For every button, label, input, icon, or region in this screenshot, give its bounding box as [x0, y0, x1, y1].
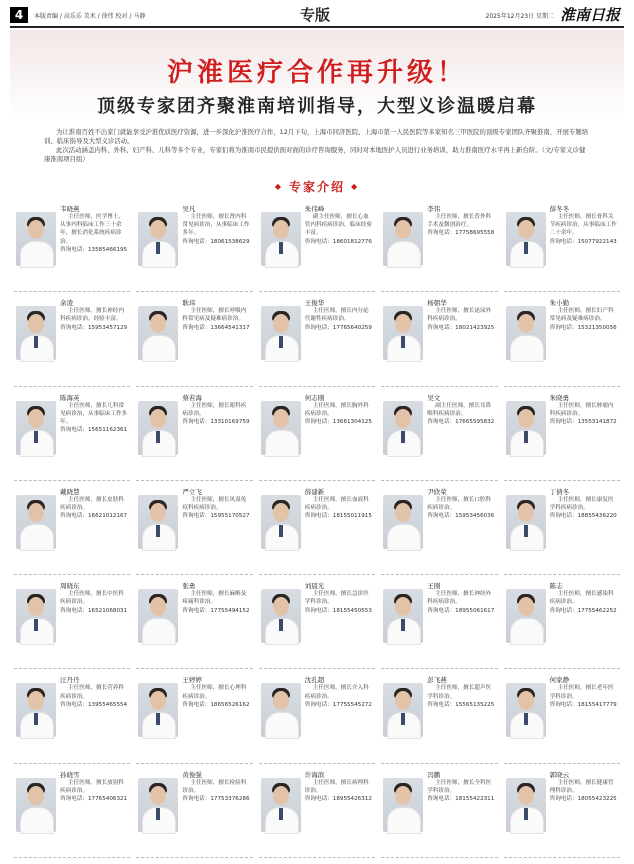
- expert-photo: [261, 778, 301, 832]
- expert-phone: 咨询电话：18021423925: [427, 324, 495, 331]
- expert-phone: 咨询电话：13955465554: [60, 701, 128, 708]
- head-shape: [28, 503, 44, 522]
- expert-card: [14, 292, 130, 386]
- expert-photo: [383, 212, 423, 266]
- expert-bio: 主任医师，擅长老年医学科诊治。: [549, 685, 614, 700]
- expert-bio: 主任医师，擅长康复医学科疾病诊治。: [549, 496, 614, 512]
- expert-bio: 副主任医师，擅长心血管内科疾病诊治，临床经验丰富。: [304, 214, 372, 237]
- intro-paragraph: 为让淮南百姓不出家门就能享受沪淮优质医疗资源，进一步深化沪淮医疗合作，12月下旬，上海市同济医院、上海市第一人民医院等多家知名三甲医院的顶级专家团队齐聚淮南，开展专题培训、临床指导及大型义诊活动。: [44, 128, 589, 145]
- expert-photo: [506, 778, 546, 832]
- expert-photo: [138, 401, 178, 455]
- expert-phone: 咨询电话：18155011915: [304, 513, 372, 520]
- expert-name: 薛冬冬: [549, 205, 570, 213]
- expert-card: [259, 481, 375, 575]
- expert-photo: [16, 306, 56, 360]
- expert-bio: 主任医师，擅长急诊医学科诊治。: [304, 591, 369, 606]
- head-shape: [150, 786, 166, 805]
- tie-shape: [524, 431, 528, 443]
- expert-card: [381, 669, 497, 763]
- expert-phone: 咨询电话：16521068031: [60, 607, 128, 614]
- tie-shape: [401, 431, 405, 443]
- white-coat-shape: [20, 807, 54, 834]
- tie-shape: [34, 336, 38, 348]
- expert-description: [550, 779, 619, 804]
- expert-card: [504, 575, 620, 669]
- expert-description: [427, 402, 496, 427]
- tie-shape: [401, 336, 405, 348]
- head-shape: [28, 786, 44, 805]
- expert-name: 陈海英: [60, 393, 80, 402]
- tie-shape: [34, 713, 38, 725]
- expert-phone: 咨询电话：17753376286: [182, 796, 250, 803]
- head-shape: [518, 220, 534, 239]
- expert-photo: [383, 778, 423, 832]
- expert-photo: [261, 683, 301, 737]
- head-shape: [28, 409, 44, 428]
- section-heading-text: 专家介绍: [288, 180, 345, 194]
- expert-bio: 主任医师，擅长超声医学科诊治。: [427, 685, 492, 700]
- expert-description: [60, 307, 129, 332]
- head-shape: [518, 786, 534, 805]
- expert-description: [182, 684, 251, 709]
- intro-paragraph: 此次活动涵盖内科、外科、妇产科、儿科等多个专业，专家们将为淮南市民提供面对面的诊疗咨询服务，同时对本地医护人员进行业务培训，助力淮南医疗水平再上新台阶。（文/专家义诊健康淮南项目组）: [44, 146, 586, 163]
- expert-photo: [16, 683, 56, 737]
- head-shape: [518, 503, 534, 522]
- expert-description: [182, 307, 251, 332]
- white-coat-shape: [387, 524, 421, 551]
- editor-credits: 本版责编 / 高乐乐 美术 / 徐伟 校对 / 马静: [34, 12, 146, 20]
- head-shape: [273, 691, 289, 710]
- head-shape: [273, 220, 289, 239]
- subheadline: 顶级专家团齐聚淮南培训指导，大型义诊温暖启幕: [97, 96, 537, 117]
- expert-card: [14, 387, 130, 481]
- expert-description: [305, 402, 374, 427]
- headline-banner: [10, 30, 624, 120]
- expert-bio: 主任医师，擅长病理科诊治。: [304, 779, 369, 794]
- expert-card: [381, 575, 497, 669]
- head-shape: [518, 409, 534, 428]
- expert-bio: 主任医师，擅长麻醉及疼痛科诊治。: [182, 591, 247, 606]
- header-rule: [10, 26, 624, 28]
- section-heading: [0, 178, 634, 195]
- newspaper-logo: 淮南日报: [559, 6, 620, 24]
- expert-photo: [383, 495, 423, 549]
- expert-name: 戴晓慧: [60, 487, 80, 496]
- expert-card: [381, 292, 497, 386]
- expert-description: [60, 590, 129, 615]
- expert-bio: 主任医师，擅长胸外科疾病诊治。: [304, 402, 369, 417]
- expert-card: [381, 198, 497, 292]
- expert-card: [136, 575, 252, 669]
- expert-description: [305, 213, 374, 246]
- expert-card: [504, 764, 620, 858]
- expert-card: [381, 481, 497, 575]
- expert-photo: [383, 589, 423, 643]
- expert-phone: 咨询电话：15077922143: [549, 238, 617, 245]
- tie-shape: [279, 336, 283, 348]
- expert-bio: 主任医师，擅长感染科疾病诊治。: [549, 591, 614, 606]
- expert-bio: 主任医师，擅长内分泌代谢性疾病诊治。: [304, 308, 369, 323]
- expert-phone: 咨询电话：18155417779: [549, 701, 617, 708]
- tie-shape: [34, 431, 38, 443]
- white-coat-shape: [20, 241, 54, 268]
- expert-name: 余凌: [60, 299, 73, 308]
- tie-shape: [279, 242, 283, 254]
- head-shape: [273, 503, 289, 522]
- tie-shape: [401, 619, 405, 631]
- expert-photo: [506, 212, 546, 266]
- expert-name: 吴文: [427, 393, 441, 402]
- head-shape: [150, 691, 166, 710]
- expert-bio: 主任医师，擅长神经内科疾病诊治，经验丰富。: [60, 308, 124, 323]
- tie-shape: [156, 525, 160, 537]
- expert-name: 汪丹丹: [60, 676, 80, 685]
- expert-bio: 主任医师，擅长儿科常见病诊治，从事临床工作多年。: [60, 402, 128, 425]
- expert-card: [14, 198, 130, 292]
- expert-bio: 主任医师，擅长血液科疾病诊治。: [304, 496, 369, 512]
- expert-phone: 咨询电话：15955170527: [182, 513, 250, 520]
- expert-name: 尹欣荣: [427, 487, 447, 496]
- head-shape: [273, 314, 289, 333]
- expert-card: [381, 764, 497, 858]
- expert-photo: [506, 401, 546, 455]
- expert-name: 薛建新: [304, 487, 325, 496]
- expert-phone: 咨询电话：18955061617: [427, 607, 495, 614]
- expert-card: [259, 669, 375, 763]
- expert-phone: 咨询电话：17758695558: [427, 230, 495, 237]
- tie-shape: [279, 525, 283, 537]
- expert-description: [182, 402, 251, 427]
- head-shape: [395, 786, 411, 805]
- expert-card: [136, 198, 252, 292]
- expert-name: 彭飞燕: [427, 676, 447, 685]
- white-coat-shape: [265, 712, 299, 739]
- expert-grid: [14, 198, 620, 858]
- expert-photo: [261, 306, 301, 360]
- head-shape: [395, 503, 411, 522]
- expert-card: [259, 575, 375, 669]
- expert-description: [305, 779, 374, 804]
- diamond-icon: ◆: [351, 182, 360, 191]
- issue-date: 2025年12月23日 星期二: [485, 13, 554, 20]
- expert-card: [504, 387, 620, 481]
- tie-shape: [524, 713, 528, 725]
- tie-shape: [524, 808, 528, 820]
- expert-phone: 咨询电话：17765640259: [304, 324, 372, 331]
- expert-card: [504, 198, 620, 292]
- expert-photo: [16, 401, 56, 455]
- head-shape: [150, 409, 166, 428]
- expert-description: [550, 496, 619, 521]
- expert-phone: 咨询电话：18855436220: [549, 513, 617, 520]
- expert-photo: [261, 495, 301, 549]
- expert-description: [60, 213, 129, 254]
- head-shape: [395, 314, 411, 333]
- expert-phone: 咨询电话：13585466195: [60, 246, 128, 253]
- expert-phone: 咨询电话：18155450553: [304, 607, 372, 614]
- expert-card: [14, 669, 130, 763]
- head-shape: [28, 691, 44, 710]
- expert-bio: 主任医师，擅长普外科手术及微创治疗。: [427, 214, 492, 229]
- tie-shape: [279, 619, 283, 631]
- expert-name: 王刚: [427, 582, 441, 591]
- expert-bio: 主任医师，擅长心理科疾病诊治。: [182, 685, 247, 700]
- tie-shape: [401, 713, 405, 725]
- expert-description: [427, 307, 496, 332]
- expert-description: [60, 779, 129, 804]
- expert-phone: 咨询电话：18061538629: [182, 238, 250, 245]
- head-shape: [518, 691, 534, 710]
- head-shape: [395, 691, 411, 710]
- expert-name: 何志刚: [304, 393, 325, 402]
- white-coat-shape: [387, 807, 421, 834]
- expert-photo: [138, 306, 178, 360]
- head-shape: [518, 597, 534, 616]
- expert-description: [305, 307, 374, 332]
- expert-bio: 副主任医师，擅长耳鼻喉科疾病诊治。: [427, 402, 492, 417]
- expert-photo: [506, 495, 546, 549]
- expert-description: [60, 496, 129, 521]
- expert-phone: 咨询电话：13664541317: [182, 324, 250, 331]
- expert-card: [504, 669, 620, 763]
- expert-name: 李伟: [427, 205, 441, 213]
- expert-phone: 咨询电话：16621012167: [60, 513, 128, 520]
- tie-shape: [34, 619, 38, 631]
- expert-name: 冯鹏: [427, 770, 441, 779]
- expert-bio: 主任医师，擅长泌尿外科疾病诊治。: [427, 308, 492, 323]
- expert-photo: [261, 589, 301, 643]
- white-coat-shape: [387, 241, 421, 268]
- expert-card: [136, 669, 252, 763]
- expert-name: 朱小勤: [549, 299, 570, 308]
- expert-description: [427, 779, 496, 804]
- expert-name: 丁倩冬: [549, 487, 570, 496]
- head-shape: [518, 314, 534, 333]
- tie-shape: [156, 808, 160, 820]
- expert-name: 王婷婷: [182, 676, 202, 685]
- expert-description: [182, 213, 251, 246]
- expert-name: 韦晓燕: [60, 205, 80, 213]
- expert-description: [305, 684, 374, 709]
- expert-photo: [383, 683, 423, 737]
- expert-card: [259, 764, 375, 858]
- intro-text: [44, 128, 590, 164]
- expert-card: [14, 481, 130, 575]
- expert-description: [427, 684, 496, 709]
- white-coat-shape: [265, 430, 299, 457]
- expert-photo: [138, 495, 178, 549]
- expert-bio: 主任医师，擅长妇产科常见病及疑难病诊治。: [549, 308, 614, 323]
- expert-description: [305, 496, 374, 521]
- white-coat-shape: [142, 335, 176, 362]
- expert-description: [427, 213, 496, 238]
- expert-description: [550, 307, 619, 332]
- expert-description: [60, 684, 129, 709]
- expert-name: 何家静: [549, 676, 570, 685]
- expert-bio: 主任医师，擅长肾内科常见病诊治，从事临床工作多年。: [182, 214, 250, 237]
- expert-name: 耿玮: [182, 299, 196, 308]
- white-coat-shape: [142, 618, 176, 645]
- expert-photo: [261, 212, 301, 266]
- diamond-icon: ◆: [274, 182, 283, 191]
- white-coat-shape: [510, 618, 544, 645]
- expert-name: 吴凡: [182, 205, 196, 213]
- expert-bio: 主任医师，擅长骨科关节疾病诊治，从事临床工作二十余年。: [549, 214, 617, 237]
- head-shape: [28, 597, 44, 616]
- expert-photo: [16, 589, 56, 643]
- expert-description: [550, 684, 619, 709]
- head-shape: [273, 597, 289, 616]
- expert-description: [60, 402, 129, 435]
- expert-bio: 主任医师，擅长皮肤科疾病诊治。: [60, 496, 124, 512]
- expert-phone: 咨询电话：18656526162: [182, 701, 250, 708]
- head-shape: [395, 220, 411, 239]
- expert-description: [305, 590, 374, 615]
- expert-photo: [138, 212, 178, 266]
- expert-photo: [16, 495, 56, 549]
- head-shape: [395, 409, 411, 428]
- expert-bio: 主任医师，擅长检验科诊治。: [182, 779, 247, 794]
- expert-phone: 咨询电话：18955426312: [304, 796, 372, 803]
- expert-photo: [506, 683, 546, 737]
- expert-photo: [506, 589, 546, 643]
- tie-shape: [156, 431, 160, 443]
- tie-shape: [156, 242, 160, 254]
- expert-description: [182, 779, 251, 804]
- section-label: 专版: [300, 6, 331, 24]
- expert-bio: 主任医师，擅长放射科疾病诊治。: [60, 779, 124, 794]
- expert-phone: 咨询电话：15651162361: [60, 427, 128, 434]
- expert-card: [136, 481, 252, 575]
- expert-bio: 主任医师，擅长健康管理科诊治。: [549, 779, 614, 794]
- expert-phone: 咨询电话：17755494152: [182, 607, 250, 614]
- expert-photo: [16, 212, 56, 266]
- expert-bio: 主任医师，擅长眼科疾病诊治。: [182, 402, 247, 417]
- expert-phone: 咨询电话：13310169759: [182, 418, 250, 425]
- expert-name: 朱伟峰: [304, 205, 325, 213]
- page-number: 4: [10, 7, 28, 23]
- head-shape: [28, 220, 44, 239]
- expert-bio: 主任医师，医学博士，从事内科临床工作三十余年，擅长消化系统疾病诊治。: [60, 214, 124, 245]
- expert-bio: 主任医师，擅长营养科疾病诊治。: [60, 685, 124, 700]
- expert-card: [136, 387, 252, 481]
- headline: 沪淮医疗合作再升级！: [166, 58, 467, 88]
- expert-description: [550, 402, 619, 427]
- head-shape: [150, 314, 166, 333]
- expert-photo: [16, 778, 56, 832]
- head-shape: [150, 220, 166, 239]
- expert-name: 蔡若海: [182, 393, 202, 402]
- expert-name: 杨朝华: [427, 299, 447, 308]
- expert-phone: 咨询电话：13553141872: [549, 418, 617, 425]
- expert-description: [427, 496, 496, 521]
- expert-photo: [261, 401, 301, 455]
- expert-photo: [138, 778, 178, 832]
- expert-description: [182, 590, 251, 615]
- expert-description: [427, 590, 496, 615]
- expert-bio: 主任医师，擅长神经外科疾病诊治。: [427, 591, 492, 606]
- expert-phone: 咨询电话：15953456036: [427, 513, 495, 520]
- expert-phone: 咨询电话：15953457129: [60, 324, 128, 331]
- expert-photo: [383, 306, 423, 360]
- expert-phone: 咨询电话：17755545272: [304, 701, 372, 708]
- white-coat-shape: [510, 335, 544, 362]
- expert-phone: 咨询电话：15321350056: [549, 324, 617, 331]
- expert-card: [504, 292, 620, 386]
- tie-shape: [279, 808, 283, 820]
- expert-bio: 主任医师，擅长肿瘤内科疾病诊治。: [549, 402, 614, 417]
- expert-bio: 主任医师，擅长口腔科疾病诊治。: [427, 496, 492, 512]
- head-shape: [273, 786, 289, 805]
- expert-name: 陈志: [549, 582, 563, 591]
- expert-card: [259, 292, 375, 386]
- expert-card: [259, 198, 375, 292]
- expert-phone: 咨询电话：17755462252: [549, 607, 617, 614]
- tie-shape: [156, 713, 160, 725]
- expert-phone: 咨询电话：15565135225: [427, 701, 495, 708]
- expert-phone: 咨询电话：18601812776: [304, 238, 372, 245]
- expert-phone: 咨询电话：18155422311: [427, 796, 495, 803]
- expert-card: [14, 575, 130, 669]
- expert-photo: [138, 683, 178, 737]
- expert-photo: [383, 401, 423, 455]
- white-coat-shape: [20, 524, 54, 551]
- expert-name: 许海滨: [304, 770, 325, 779]
- expert-phone: 咨询电话：17765406321: [60, 796, 128, 803]
- expert-phone: 咨询电话：17665595832: [427, 418, 495, 425]
- expert-photo: [138, 589, 178, 643]
- expert-name: 孙晓雪: [60, 770, 80, 779]
- expert-photo: [506, 306, 546, 360]
- expert-name: 沈孔超: [304, 676, 325, 685]
- expert-name: 严立飞: [182, 487, 202, 496]
- tie-shape: [524, 242, 528, 254]
- expert-card: [14, 764, 130, 858]
- expert-phone: 咨询电话：13661304125: [304, 418, 372, 425]
- expert-card: [136, 292, 252, 386]
- expert-name: 黄俊强: [182, 770, 202, 779]
- expert-description: [550, 213, 619, 246]
- expert-bio: 主任医师，擅长呼吸内科常见病及疑难病诊治。: [182, 308, 247, 323]
- expert-card: [259, 387, 375, 481]
- head-shape: [28, 314, 44, 333]
- head-shape: [150, 597, 166, 616]
- expert-name: 周晓东: [60, 582, 80, 591]
- expert-card: [136, 764, 252, 858]
- expert-card: [381, 387, 497, 481]
- expert-card: [504, 481, 620, 575]
- head-shape: [150, 503, 166, 522]
- tie-shape: [524, 525, 528, 537]
- expert-name: 刘晨光: [304, 582, 325, 591]
- expert-name: 郭晓云: [549, 770, 570, 779]
- expert-description: [550, 590, 619, 615]
- expert-description: [182, 496, 251, 521]
- expert-bio: 主任医师，擅长风湿免疫科疾病诊治。: [182, 496, 247, 512]
- head-shape: [273, 409, 289, 428]
- expert-bio: 主任医师，擅长介入科疾病诊治。: [304, 685, 369, 700]
- head-shape: [395, 597, 411, 616]
- expert-bio: 主任医师，擅长中医科疾病诊治。: [60, 591, 124, 606]
- expert-phone: 咨询电话：18055423225: [549, 796, 617, 803]
- expert-name: 张勇: [182, 582, 196, 591]
- expert-name: 朱晓勇: [549, 393, 570, 402]
- expert-bio: 主任医师，擅长全科医学科诊治。: [427, 779, 492, 794]
- expert-name: 王俊华: [304, 299, 325, 308]
